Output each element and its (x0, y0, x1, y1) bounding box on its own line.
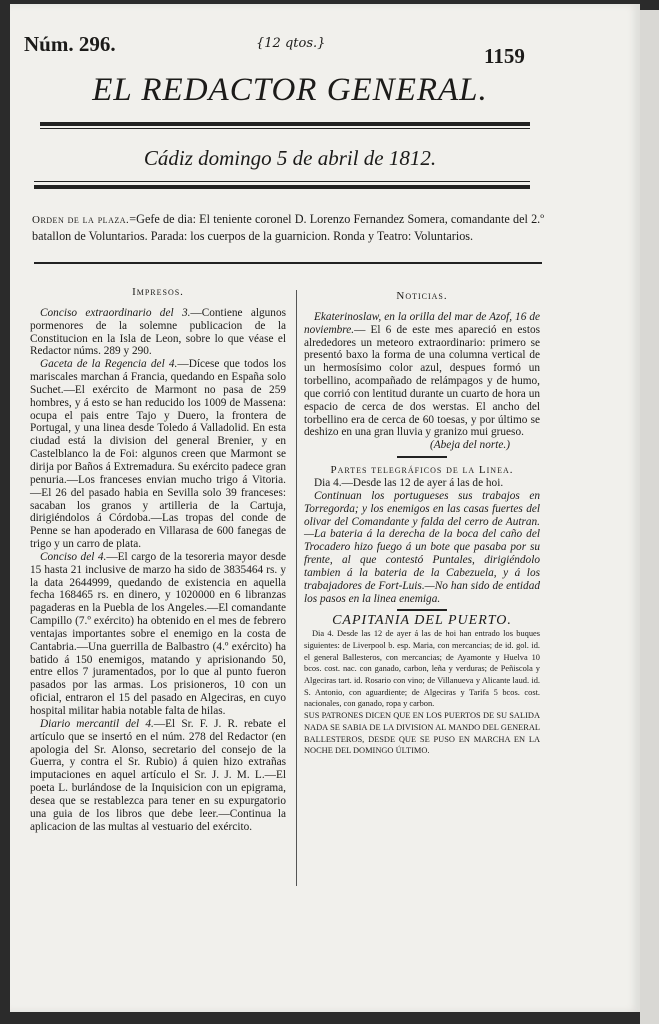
page-number: 1159 (484, 44, 525, 68)
issue-price: {12 qtos.} (256, 36, 326, 51)
left-column (30, 286, 286, 833)
capitania-caps: SUS PATRONES DICEN QUE EN LOS PUERTOS DE SU SALIDA NADA SE SABIA DE LA DIVISION AL MANDO DEL GENERAL BALLESTEROS, DESDE QUE SE PUSO EN MARCHA EN LA NOCHE DEL DOMINGO ÚLTIMO. (304, 711, 540, 756)
newspaper-page (10, 4, 640, 1012)
page-edge (640, 10, 659, 1024)
capitania-body (304, 628, 540, 757)
issue-number: Núm. 296. (24, 32, 116, 56)
masthead-title: EL REDACTOR GENERAL. (92, 72, 488, 108)
orden-text: =Gefe de dia: El teniente coronel D. Lorenzo Fernandez Somera, comandante del 2.º batallon de Voluntarios. Parada: los cuerpos de la guarnicion. Ronda y Teatro: Voluntarios. (32, 212, 545, 243)
paragraph-ekaterinoslaw: Ekaterinoslaw, en la orilla del mar de Azof, 16 de noviembre.— El 6 de este mes apareció en estos alrededores un meteoro extraordinario: primero se presentó baxo la forma de una columna vertical de un hermosísimo color azul, despues formó un torbellino, acompañado de relámpagos y de humo, que corrió con lentitud durante un cuarto de hora un espacio de cerca de dos werstas. El ancho del torbellino era de cerca de 60 toesas, y por último se deshizo en una gran lluvia y granizo mui grueso. (304, 310, 540, 439)
news-source: (Abeja del norte.) (430, 439, 510, 452)
orden-label: Orden de la plaza. (32, 214, 130, 226)
separator-dash (397, 456, 447, 458)
paragraph-gaceta: Gaceta de la Regencia del 4.—Dícese que todos los mariscales marchan á Francia, quedando en España solo Suchet.—El exército de Marmont no pasa de 259 hombres, y á esto se han reducido los 1009 de Massena: ocupa el pais entre Tajo y Duero, la frontera de Portugal, y una linea desde Toledo á Valladolid. En esta ciudad está la division del general Brenier, y en Castelblanco la de Foi: algunos creen que Marmont se dirija por Baños á Extremadura. Su exército padece gran penuria.—Los franceses envian mucho trigo á Vitoria.—El 26 del pasado habia en Sevilla solo 39 franceses: sacaban los granos y artilleria de la Cartuja, dirigiéndolos á Córdoba.—Las tropas del conde de Penne se han apoderado en Villarasa de 600 fanegas de trigo y un carro de plata. (30, 358, 287, 551)
masthead-rule-top (40, 122, 530, 126)
section-rule (34, 262, 542, 264)
capitania-text: Dia 4. Desde las 12 de ayer á las de hoi han entrado los buques siguientes: de Liverpool b. esp. Maria, con mercancias; de id. gol. id. el general Ballesteros, con mercancias; de Ayamonte y Huelva 10 bcos. cost. nac. con ganado, carbon, leña y verduras; de Peñiscola y Algeciras tart. id. Rosario con vino; de Villanueva y Alicante laud. id. S. Antonio, con aguardiente; de Algeciras y Tarifa 5 bcos. cost. nacionales, con ganado, ropa y carbon. (304, 629, 540, 709)
impresos-heading: Impresos. (132, 286, 184, 298)
dateline-rule-thick (34, 185, 530, 189)
masthead-rule-top-thin (40, 128, 530, 129)
partes-intro: Dia 4.—Desde las 12 de ayer á las de hoi. (314, 476, 504, 489)
partes-text: Continuan los portugueses sus trabajos en Torregorda; y los enemigos en las casas fuertes del olivar del Comandante y falda del cerro de Autran.—La bateria á la derecha de la boca del caño del Trocadero hizo fuego á un bote que pasaba por su frente, al que contestó Puntales, dirigiéndolo tambien á la bateria de la Cabezuela, y á los trabajadores de Fort-Luis.—No han sido de entidad los pasos en la linea enemiga. (304, 489, 540, 605)
orden-de-la-plaza (32, 211, 544, 244)
paragraph-conciso-extraordinario: Conciso extraordinario del 3.—Contiene algunos pormenores de la solemne publicacion de la Constitucion en la Isla de Leon, sobre lo que véase el Redactor núms. 289 y 290. (30, 306, 286, 358)
separator-dash-2 (397, 609, 447, 611)
right-column (304, 290, 540, 757)
partes-heading: Partes telegráficos de la Linea. (330, 464, 514, 477)
capitania-heading: CAPITANIA DEL PUERTO. (332, 613, 512, 629)
paragraph-conciso: Conciso del 4.—El cargo de la tesoreria mayor desde 15 hasta 21 inclusive de marzo ha sido de 3835464 rs. y la data 2644999, quedando de existencia en aquella fecha 168465 rs. en dinero, y 1020000 en 6 libranzas pagaderas en la Puebla de los Angeles.—El comandante Campillo (7.º exército) ha obtenido en el mes de febrero ventajas importantes sobre el enemigo en la costa de Cantabria.—Una guerrilla de Balbastro (4.º exército) ha batido á 150 enemigos, matando y aprisionando 50, entre ellos 7 juramentados, por lo que al punto fueron pasados por las armas. Los prisioneros, 10 con un oficial, entraron el 15 del pasado en Algeciras, en cuyo hospital militar habia notable falta de hilas. (30, 550, 287, 717)
dateline: Cádiz domingo 5 de abril de 1812. (143, 146, 437, 170)
column-divider (296, 290, 297, 886)
dateline-rule-thin (34, 181, 530, 182)
paragraph-diario-mercantil: Diario mercantil del 4.—El Sr. F. J. R. rebate el artículo que se insertó en el núm. 278 del Redactor (en apologia del Sr. Alonso, secretario del consejo de la Guerra, y contra el Sr. Rubio) á quien hizo extrañas imputaciones en aquel artículo el Sr. J. J. M. L.—El poeta L. burlándose de la Inquisicion con un epigrama, desea que se restablezca para tener en su expurgatorio una guia de los libros que debe leer.—Continua la aplicacion de las multas al vestuario del exército. (30, 717, 286, 833)
noticias-heading: Noticias. (396, 290, 448, 302)
